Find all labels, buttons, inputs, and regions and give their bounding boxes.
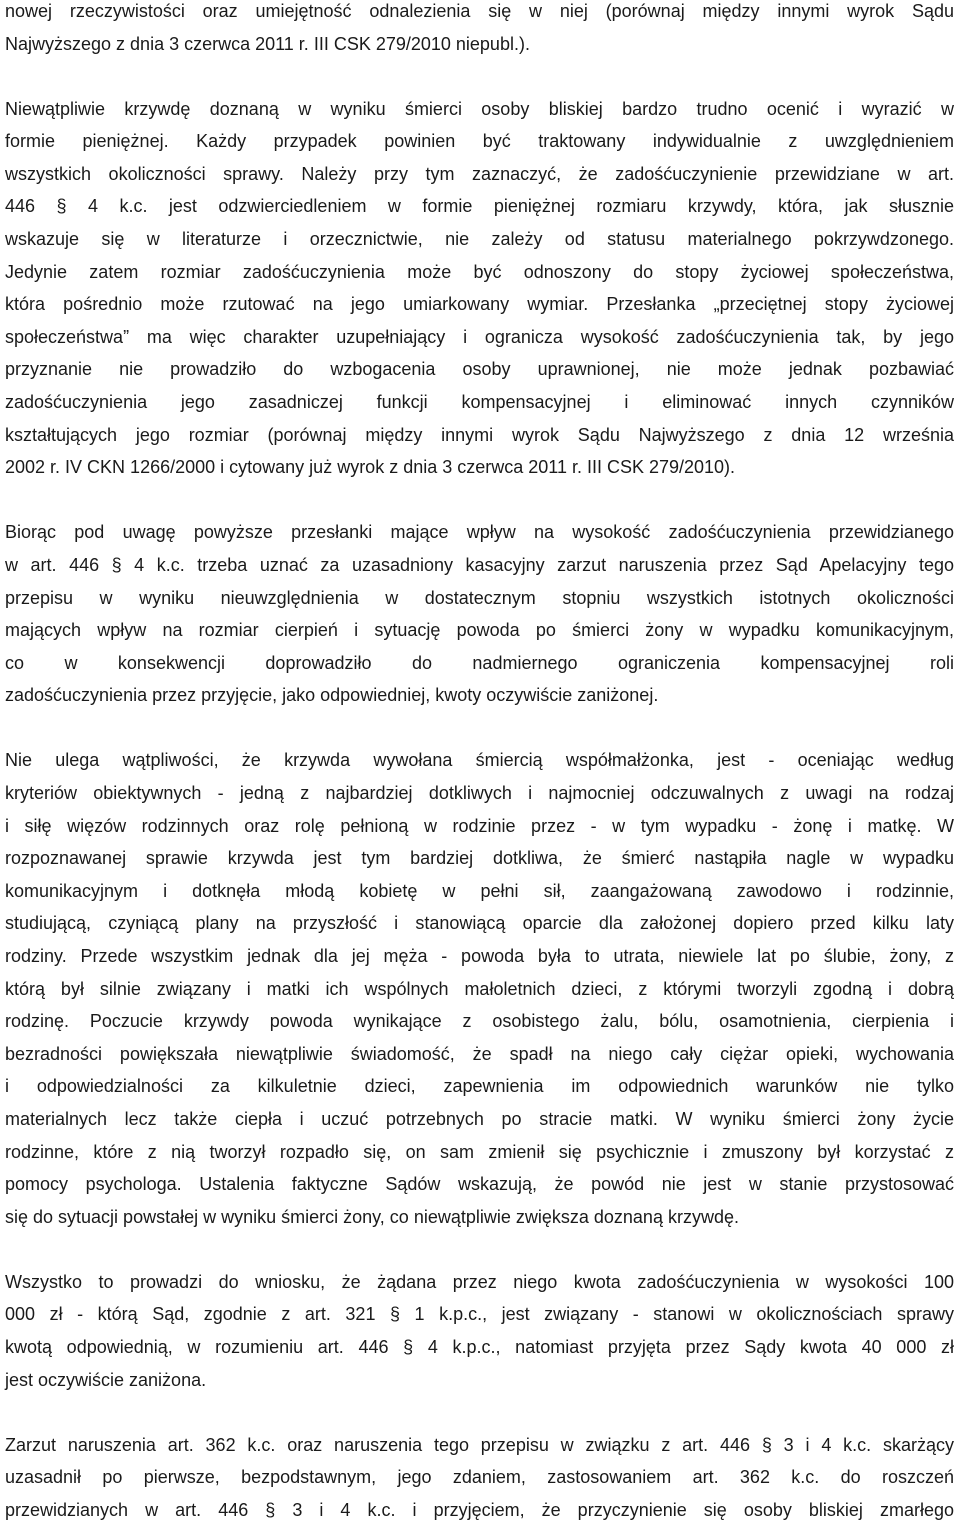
text-line: komunikacyjnym i dotknęła młodą kobietę w pełni sił, zaangażowaną zawodowo i rodzinnie,: [5, 880, 954, 901]
paragraph-3: [5, 516, 954, 712]
text-line: którą był silnie związany i matki ich wspólnych małoletnich dzieci, z którymi tworzyli zgodną i dobrą: [5, 978, 954, 999]
text-line: zadośćuczynienia przez przyjęcie, jako odpowiedniej, kwoty oczywiście zaniżonej.: [5, 685, 659, 706]
text-line: przyznanie nie prowadziło do wzbogacenia osoby uprawnionej, nie może jednak pozbawiać: [5, 359, 954, 380]
text-line: uzasadnił po pierwsze, bezpodstawnym, jego zdaniem, zastosowaniem art. 362 k.c. do roszczeń: [5, 1467, 954, 1488]
text-line: Zarzut naruszenia art. 362 k.c. oraz naruszenia tego przepisu w związku z art. 446 § 3 i 4 k.c. skarżący: [5, 1434, 954, 1455]
text-line: wskazuje się w literaturze i orzecznictwie, nie zależy od statusu materialnego pokrzywdzonego.: [5, 229, 954, 250]
paragraph-1: [5, 0, 954, 60]
text-line: kryteriów obiektywnych - jedną z najbardziej dotkliwych i najmocniej odczuwalnych z uwagi na rodzaj: [5, 782, 954, 803]
text-line: 446 § 4 k.c. jest odzwierciedleniem w formie pieniężnej rozmiaru krzywdy, która, jak słusznie: [5, 196, 954, 217]
text-line: Jedynie zatem rozmiar zadośćuczynienia może być odnoszony do stopy życiowej społeczeństwa,: [5, 261, 954, 282]
paragraph-4: [5, 744, 954, 1233]
text-line: i odpowiedzialności za kilkuletnie dzieci, zapewnienia im odpowiednich warunków nie tylko: [5, 1076, 954, 1097]
text-line: Nie ulega wątpliwości, że krzywda wywołana śmiercią współmałżonka, jest - oceniając według: [5, 750, 954, 771]
text-line: co w konsekwencji doprowadziło do nadmiernego ograniczenia kompensacyjnej roli: [5, 652, 954, 673]
paragraph-6: [5, 1429, 954, 1526]
text-line: i siłę więzów rodzinnych oraz rolę pełnioną w rodzinie przez - w tym wypadku - żonę i matkę. W: [5, 815, 954, 836]
text-line: się do sytuacji powstałej w wyniku śmierci żony, co niewątpliwie zwiększa doznaną krzywdę.: [5, 1206, 739, 1227]
text-line: rodziny. Przede wszystkim jednak dla jej męża - powoda była to utrata, niewiele lat po ślubie, żony, z: [5, 945, 954, 966]
text-line: Biorąc pod uwagę powyższe przesłanki mające wpływ na wysokość zadośćuczynienia przewidzianego: [5, 522, 954, 543]
text-line: kształtujących jego rozmiar (porównaj między innymi wyrok Sądu Najwyższego z dnia 12 września: [5, 424, 954, 445]
text-line: wszystkich okoliczności sprawy. Należy przy tym zaznaczyć, że zadośćuczynienie przewidziane w art.: [5, 163, 954, 184]
text-line: rodzinne, które z nią tworzył rozpadło się, on sam zmienił się psychicznie i zmuszony był korzystać z: [5, 1141, 954, 1162]
text-line: Najwyższego z dnia 3 czerwca 2011 r. III CSK 279/2010 niepubl.).: [5, 33, 530, 54]
text-line: w art. 446 § 4 k.c. trzeba uznać za uzasadniony kasacyjny zarzut naruszenia przez Sąd Apelacyjny tego: [5, 554, 954, 575]
text-line: nowej rzeczywistości oraz umiejętność odnalezienia się w niej (porównaj między innymi wyrok Sądu: [5, 1, 954, 21]
text-line: Niewątpliwie krzywdę doznaną w wyniku śmierci osoby bliskiej bardzo trudno ocenić i wyrazić w: [5, 98, 954, 119]
text-line: mających wpływ na rozmiar cierpień i sytuację powoda po śmierci żony w wypadku komunikacyjnym,: [5, 620, 954, 641]
text-line: bezradności powiększała niewątpliwie świadomość, że spadł na niego cały ciężar opieki, wychowania: [5, 1043, 954, 1064]
text-line: przepisu w wyniku nieuwzględnienia w dostatecznym stopniu wszystkich istotnych okoliczności: [5, 587, 954, 608]
paragraph-5: [5, 1266, 954, 1396]
text-line: przewidzianych w art. 446 § 3 i 4 k.c. i przyjęciem, że przyczynienie się osoby bliskiej zmarłego: [5, 1499, 954, 1520]
text-line: rodzinę. Poczucie krzywdy powoda wynikające z osobistego żalu, bólu, osamotnienia, cierpienia i: [5, 1011, 954, 1032]
text-line: zadośćuczynienia jego zasadniczej funkcji kompensacyjnej i eliminować innych czynników: [5, 392, 954, 413]
text-line: formie pieniężnej. Każdy przypadek powinien być traktowany indywidualnie z uwzględnieniem: [5, 131, 954, 152]
text-line: 2002 r. IV CKN 1266/2000 i cytowany już wyrok z dnia 3 czerwca 2011 r. III CSK 279/2010).: [5, 457, 736, 478]
text-line: pomocy psychologa. Ustalenia faktyczne Sądów wskazują, że powód nie jest w stanie przystosować: [5, 1174, 954, 1195]
text-line: studiującą, czyniącą plany na przyszłość i stanowiącą oparcie dla założonej dopiero przed kilku laty: [5, 913, 954, 934]
text-line: rozpoznawanej sprawie krzywda jest tym bardziej dotkliwa, że śmierć nastąpiła nagle w wypadku: [5, 848, 954, 869]
text-line: kwotą odpowiednią, w rozumieniu art. 446 § 4 k.p.c., natomiast przyjęta przez Sądy kwota 40 000 zł: [5, 1336, 954, 1357]
text-line: Wszystko to prowadzi do wniosku, że żądana przez niego kwota zadośćuczynienia w wysokości 100: [5, 1271, 954, 1292]
text-line: materialnych lecz także ciepła i uczuć potrzebnych po stracie matki. W wyniku śmierci żony życie: [5, 1108, 954, 1129]
text-line: 000 zł - którą Sąd, zgodnie z art. 321 § 1 k.p.c., jest związany - stanowi w okolicznościach sprawy: [5, 1304, 954, 1325]
text-line: jest oczywiście zaniżona.: [5, 1369, 207, 1390]
paragraph-2: [5, 93, 954, 484]
text-line: która pośrednio może rzutować na jego umiarkowany wymiar. Przesłanka „przeciętnej stopy życiowej: [5, 294, 954, 315]
text-line: społeczeństwa” ma więc charakter uzupełniający i ogranicza wysokość zadośćuczynienia tak, by jego: [5, 326, 954, 347]
